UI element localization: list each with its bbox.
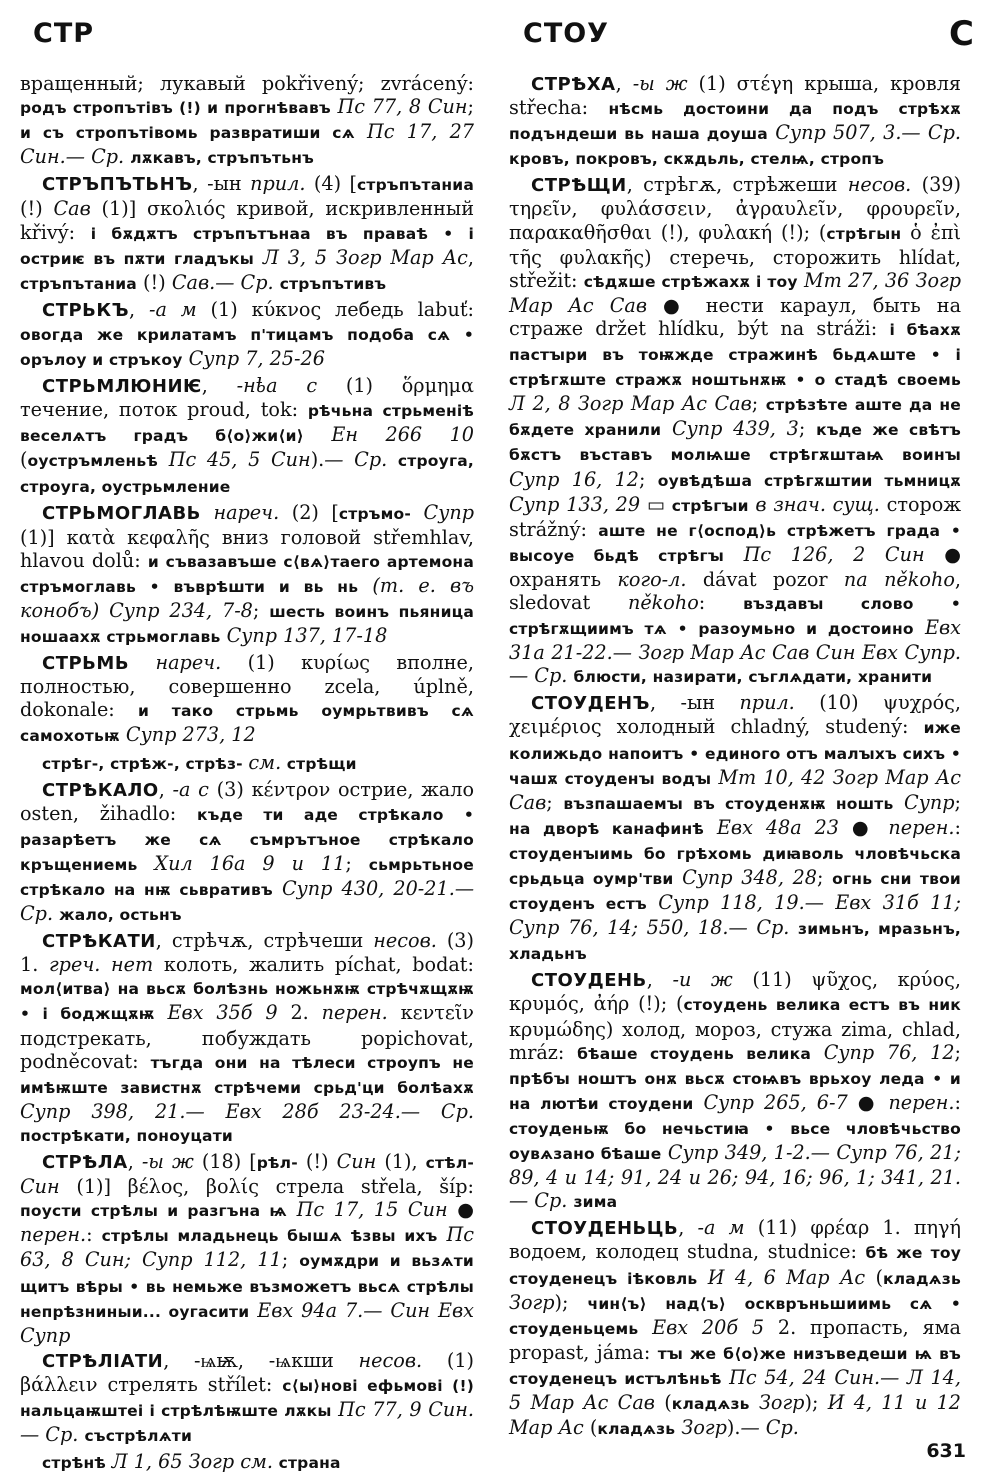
headword: СТРѢЛІАТИ <box>42 1350 164 1372</box>
dictionary-entry <box>20 172 474 295</box>
definition-text: ; <box>281 1248 300 1272</box>
grammar-label: -а с <box>172 777 209 801</box>
headword: СТРѢКАЛО <box>42 779 159 801</box>
dictionary-entry <box>509 173 961 689</box>
definition-text: (11) ψῦχος, κρύος, κρυμός, ἀήρ (!); ( <box>509 968 961 1016</box>
source-reference: Пс 63, 8 Син; Супр 112, 11 <box>20 1223 474 1272</box>
source-reference: Супр 398, 21. <box>20 1099 186 1123</box>
definition-text: , <box>646 968 673 992</box>
definition-text: κεντεῖν подстрекать, побуждать popichovat, podněcovat: <box>20 1001 474 1073</box>
grammar-label: см. <box>234 1450 273 1474</box>
source-reference: Мт 10, 42 Зогр Мар Ас Сав <box>509 765 962 814</box>
citation-text: сѣдѫше стрѣжахѫ і тоу <box>583 272 798 291</box>
definition-text: (2) [ <box>279 500 339 524</box>
source-reference: Евх 94а 7. <box>249 1298 364 1322</box>
citation-text: стѣл- <box>425 1154 475 1173</box>
citation-text: бѣ же тоу стоуденецъ іѣковль <box>509 1244 961 1288</box>
headword: СТРѢЛА <box>42 1152 128 1174</box>
citation-text: строуга, строуга, оустрьмление <box>20 452 474 496</box>
definition-text: , sledovat <box>509 567 961 614</box>
definition-text: (3) 1. <box>20 929 474 977</box>
headword: СТРѢКАТИ <box>42 931 156 953</box>
citation-text: на дворѣ канафинѣ <box>509 819 704 838</box>
citation-text: стрѣщи <box>281 754 357 773</box>
citation-text: овогда же крилатамъ п'тицамъ подоба сѧ • орълоу и стръкоу <box>20 325 474 370</box>
definition-text: ● <box>447 1198 475 1222</box>
citation-text: блюсти, назирати, съглѧдати, хранити <box>573 668 933 687</box>
grammar-label: несов. <box>358 1348 423 1372</box>
grammar-label: перен. <box>321 1001 388 1025</box>
definition-text: (1) στέγη крыша, кровля střecha: <box>509 72 961 120</box>
definition-text: (!) <box>136 270 172 294</box>
citation-text: рѣл- <box>256 1154 298 1173</box>
citation-text: стръпътивъ <box>279 274 387 293</box>
headword: СТРЬМЛЮНИѤ <box>42 376 202 398</box>
dictionary-entry <box>20 778 474 928</box>
citation-text: рѣчьна стрьменіѣ веселѧтъ градъ б⟨о⟩жи⟨и⟩ <box>20 402 474 446</box>
dictionary-entry <box>20 1450 474 1475</box>
definition-text: (3) κέντρον острие, жало osten, žihadlo: <box>20 777 474 825</box>
citation-text: стоуденꙑимь бо грѣхомь диꙗволь чловѣчьска срьдьца оумр'тви <box>509 844 961 888</box>
citation-text: сьмрьтьное стрѣкало на нѭ сьвративъ <box>20 855 474 899</box>
source-reference: Сав <box>53 197 91 221</box>
definition-text: ; <box>546 790 564 814</box>
dictionary-entry <box>20 651 474 748</box>
grammar-label: -нҍа с <box>236 374 318 398</box>
citation-text: кладѧзь <box>597 1420 676 1439</box>
grammar-label: перен. <box>20 1223 87 1247</box>
definition-text <box>201 501 214 524</box>
citation-text: і бѣахѫ пастꙑри въ тоѭжде стражинѣ бьдѧште • і стрѣгѫште стражѫ ноштьнѫѭ • о стадѣ своемь <box>509 320 961 390</box>
source-reference: — Син Евх Супр <box>20 1298 474 1347</box>
definition-text: (11) φρέαρ 1. πηγή водоем, колодец studna, studnice: <box>509 1216 961 1264</box>
cross-reference: — Ср. <box>215 270 280 294</box>
source-reference: — Евх 28б 23-24. <box>185 1099 401 1123</box>
citation-text: оувѣдѣша стрѣгѫштии тьмницѫ <box>657 471 961 490</box>
definition-text: , <box>129 297 149 321</box>
dictionary-entry <box>20 1349 474 1448</box>
dictionary-entry <box>509 968 961 1214</box>
citation-text: оумѫдри и вьзѧти щитъ вѣры • вь немьже възможетъ вьсѧ стрѣлы непрѣзниныи... оугасити <box>20 1252 474 1321</box>
grammar-label: нареч. <box>213 500 280 524</box>
definition-text: , стрѣгѫ, стрѣжеши <box>626 173 848 197</box>
citation-text: стрѣгꙑи <box>671 496 749 515</box>
cross-reference: — Ср. <box>509 664 574 688</box>
source-reference: Пс 77, 9 Син. <box>331 1397 475 1421</box>
citation-text: жало, остьнъ <box>59 906 182 925</box>
grammar-label: někoho <box>627 590 699 614</box>
grammar-label: перен. <box>888 815 955 839</box>
definition-text: (1), <box>376 1150 426 1174</box>
source-reference: — Супр 76, 21; 89, 4 и 14; 91, 24 и 26; 94, 16; 96, 1; 341, 21. <box>509 1141 961 1190</box>
source-reference: Супр 118, 19. <box>646 891 805 915</box>
definition-text: 2. пропасть, яма propast, jáma: <box>509 1315 961 1364</box>
grammar-label: -ы ж <box>141 1150 194 1174</box>
dictionary-entry <box>20 298 474 372</box>
definition-text: (1) ὅρμημα течение, поток proud, tok: <box>20 374 474 422</box>
definition-text: (1)] βέλος, βολίς стрела střela, šíp: <box>59 1175 474 1199</box>
definition-text: (1) κυρίως вполне, полностью, совершенно zcela, úplně, dokonale: <box>20 651 475 722</box>
grammar-label: na někoho <box>843 567 955 591</box>
source-reference: И 4, 11 и 12 Мар Ас <box>509 1390 961 1440</box>
grammar-label: -и ж <box>672 968 733 992</box>
dictionary-entry <box>20 929 474 1148</box>
grammar-label: прил. <box>739 691 795 715</box>
cross-reference: — Ср. <box>324 448 398 472</box>
source-reference: Супр 133, 29 <box>509 492 641 516</box>
definition-text: колоть, жалить píchat, bodat: <box>153 953 474 977</box>
citation-text: стоуденьѭ бо нечьстиꙗ • вьсе чловѣчьство оувѧзано бѣаше <box>509 1119 961 1164</box>
citation-text: пострѣкати, поноуцати <box>20 1126 233 1145</box>
grammar-label: прил. <box>250 172 306 196</box>
source-reference: Супр 137, 17-18 <box>220 624 388 648</box>
right-column <box>509 72 961 1441</box>
definition-text: κρυμώδης) холод, мороз, стужа zima, chlad, mráz: <box>509 1017 961 1064</box>
definition-text: (1)] σκολιός кривой, искривленный křivý: <box>20 197 474 244</box>
citation-text: страна <box>272 1454 341 1473</box>
definition-text: ( <box>654 1390 672 1414</box>
definition-text: ● нести караул, быть на страже držet hlídku, být na stráži: <box>509 293 962 340</box>
citation-text: стръмо- <box>338 504 411 523</box>
source-reference: Пс 17, 15 Син <box>286 1198 448 1222</box>
source-reference: Супр 265, 6-7 <box>693 1090 848 1114</box>
definition-text: ). <box>726 1416 741 1440</box>
dictionary-entry <box>20 1150 474 1347</box>
definition-text: (!) <box>297 1150 337 1174</box>
headword: СТОУДЕНЬЦЬ <box>531 1218 679 1240</box>
section-letter: С <box>949 14 974 54</box>
grammar-label: перен. <box>888 1090 955 1114</box>
source-reference: Пс 17, 27 Син. <box>20 120 474 169</box>
source-reference: Супр 349, 1-2. <box>661 1141 811 1165</box>
definition-text: ); <box>554 1290 588 1314</box>
definition-text: ● <box>847 1090 889 1114</box>
definition-text: : <box>86 1223 102 1247</box>
source-reference: Супр 430, 20-21. <box>272 877 455 900</box>
dictionary-entry <box>20 374 474 498</box>
definition-text: сторож strážný: <box>509 492 962 541</box>
source-reference: И 4, 6 Мар Ас <box>697 1265 866 1289</box>
source-reference: Евх 48а 23 <box>703 815 840 839</box>
citation-text: мол⟨итва⟩ на вьсѫ болѣзнь ножьнѫѭ стрѣчѫщѫѭ • і боджщѫѭ <box>20 980 474 1024</box>
left-column <box>20 72 474 1475</box>
definition-text: ; <box>345 851 369 875</box>
citation-text: нѣсмь достоини да подъ стрѣхѫ подъндеши вь наша доуша <box>509 100 961 144</box>
citation-text: къде ти аде стрѣкало • разарѣетъ же сѧ съмрътъное стрѣкало кръщениемь <box>20 805 474 874</box>
source-reference: Супр 273, 12 <box>119 723 256 747</box>
citation-text: оустръмленьѣ <box>27 452 159 471</box>
source-reference: Мт 27, 36 Зогр Мар Ас Сав <box>509 268 962 317</box>
headword: СТРѢЩИ <box>531 175 627 197</box>
definition-text: , <box>615 72 633 95</box>
cross-reference: — Ср. <box>65 145 131 169</box>
citation-text: тъгда они на тѣлеси строупъ не имѣѭште завистнѫ стрѣчеми срьд'ци болѣахѫ <box>20 1053 474 1097</box>
definition-text: ; <box>817 866 833 889</box>
source-reference: Супр 76, 12 <box>810 1040 955 1064</box>
dictionary-entry <box>509 1216 961 1441</box>
headword: СТРѢХА <box>531 74 616 95</box>
definition-text: ; <box>954 790 961 814</box>
grammar-label: -ы ж <box>632 72 688 95</box>
citation-text: състрѣлѧти <box>84 1427 193 1446</box>
citation-text: огнь сни твои стоуденъ естъ <box>509 870 961 914</box>
citation-text: стрѣлы младьнець бышѧ ѣзвы ихъ <box>101 1227 438 1246</box>
definition-text: (10) ψυχρός, χειμέριος холодный chladný, studený: <box>509 691 961 739</box>
definition-text: (1)] κατὰ κεφαλῆς вниз головой střemhlav, hlavou dolů: <box>20 525 474 572</box>
citation-text: аште не г⟨оспод⟩ь стрѣжетъ града • высоуе бьдѣ стрѣгꙑ <box>509 521 961 565</box>
definition-text: ● охранять <box>509 542 962 591</box>
definition-text: : <box>954 815 961 839</box>
source-reference: Л 2, 8 Зогр Мар Ас Сав <box>509 392 752 416</box>
citation-text: шесть воинъ пьяница ношаахѫ стрьмоглавь <box>20 602 474 647</box>
page-header <box>28 14 978 62</box>
cross-reference: — Ср. <box>509 1189 574 1213</box>
definition-text: , -ѩѭ, -ѩкши <box>163 1348 359 1372</box>
definition-text: : <box>954 1090 961 1114</box>
page-number: 631 <box>926 1440 966 1462</box>
grammar-label: см. <box>248 750 282 774</box>
source-reference: Супр <box>411 500 474 524</box>
source-reference: Супр 234, 7-8 <box>109 598 253 622</box>
citation-text: прѣбꙑ ноштъ онѫ вьсѫ стоѩвъ врьхоу леда • и на лютѣи стоудени <box>509 1069 961 1113</box>
source-reference: — Евх 31б 11; Супр 76, 14; 550, 18. <box>509 891 961 940</box>
definition-text: , стрѣчѫ, стрѣчеши <box>155 929 374 953</box>
citation-text: с⟨ы⟩нові ефьмові (!) нальцаѭштеі і стрѣлѣѭште лѫкы <box>20 1376 474 1420</box>
citation-text: і бѫдѫтъ стръпътънаа въ праваѣ • і остриѥ въ пѫти гладъкы <box>20 224 475 268</box>
grammar-label: в знач. сущ. <box>748 492 880 516</box>
source-reference: Зогр <box>675 1416 727 1440</box>
definition-text: ; <box>252 598 270 622</box>
definition-text: (39) τηρεῖν, φυλάσσειν, ἀγραυλεῖν, φρουρεῖν, παρακαθῆσθαι (!), φυλακή (!); ( <box>509 173 961 244</box>
definition-text: ). <box>310 448 325 472</box>
headword: СТРЬМОГЛАВЬ <box>42 502 201 524</box>
definition-text <box>129 651 155 674</box>
definition-text: (18) [ <box>193 1150 257 1174</box>
definition-text: ; <box>467 95 474 119</box>
citation-text: възпашаемꙑ въ стоуденѫѭ ношть <box>563 794 894 813</box>
grammar-label: нареч. <box>155 651 222 675</box>
source-reference: Пс 45, 5 Син <box>158 448 311 472</box>
source-reference: Л 1, 65 Зогр <box>111 1450 235 1474</box>
source-reference: Зогр <box>509 1290 555 1314</box>
citation-text: и съ стропътівомь развратиши сѧ <box>20 124 355 143</box>
running-head-center: СТОУ <box>523 18 610 49</box>
citation-text: стрѣг-, стрѣж-, стрѣз- <box>42 754 249 773</box>
citation-text: поусти стрѣлы и разгъна ѩ <box>20 1202 287 1221</box>
dictionary-entry <box>509 691 961 966</box>
definition-text: ); <box>804 1390 828 1414</box>
grammar-label: -а м <box>697 1216 745 1240</box>
cross-reference: — Ср. <box>20 1423 85 1447</box>
grammar-label: греч. нет <box>48 953 154 977</box>
source-reference: Супр <box>893 790 955 814</box>
cross-reference: — Ср. <box>400 1099 474 1123</box>
grammar-label: несов. <box>847 173 912 197</box>
definition-text: ( <box>20 448 28 472</box>
grammar-label: (т. е. въ конобъ) <box>20 573 474 622</box>
citation-text: стрѣнѣ <box>42 1454 112 1473</box>
citation-text: стръпътаниа <box>357 176 474 195</box>
dictionary-entry <box>20 501 474 650</box>
entry-continuation <box>20 72 474 170</box>
source-reference: — Зогр Мар Ас Сав Син Евх Супр. <box>612 641 961 665</box>
citation-text: иже колижьдо напоитъ • единого отъ малꙑхъ сихъ • чашѫ стоуденꙑ водꙑ <box>509 719 961 788</box>
definition-text: (4) [ <box>305 172 358 196</box>
definition-text: , <box>467 245 474 269</box>
citation-text: зимьнъ, мразьнъ, хладьнъ <box>509 920 962 964</box>
grammar-label: кого-л. <box>617 567 687 591</box>
source-reference: Пс 54, 24 Син. <box>721 1365 881 1389</box>
headword: СТОУДЕНЪ <box>531 693 650 715</box>
definition-text: вращенный; лукавый pokřivený; zvrácený: <box>20 72 474 95</box>
source-reference: Зогр <box>749 1390 805 1414</box>
citation-text: и тако стрьмь оумрьтвивъ сѧ самохотьѭ <box>20 702 474 746</box>
definition-text: (!) <box>20 197 54 221</box>
dictionary-entry <box>20 751 474 776</box>
citation-text: лѫкавъ, стръпътьнъ <box>130 149 314 168</box>
source-reference: Син <box>336 1150 377 1174</box>
source-reference: Евх 31а 21-22. <box>509 616 961 665</box>
source-reference: — Л 14, 5 Мар Ас Сав <box>509 1365 961 1414</box>
citation-text: и съвазавъше с⟨вѧ⟩таего артемона стръмоглавь • въврѣшти и вь нь <box>20 552 474 596</box>
definition-text: ▭ <box>640 492 672 516</box>
source-reference: Супр 16, 12 <box>509 467 640 491</box>
citation-text: родъ стропътівъ (!) и прогнѣвавъ <box>20 99 331 118</box>
citation-text: тꙑ же б⟨о⟩же низъведеши ѩ въ стоуденецъ истълѣньѣ <box>509 1344 961 1388</box>
definition-text: ; <box>751 392 766 416</box>
source-reference: Л 3, 5 Зогр Мар Ас <box>253 245 468 269</box>
citation-text: стрѣгын <box>826 224 902 243</box>
citation-text: кровъ, покровъ, скѫдьль, стелѩ, стропъ <box>509 150 885 169</box>
definition-text: (1) βάλλειν стрелять střílet: <box>20 1348 475 1396</box>
definition-text: ( <box>865 1265 884 1289</box>
definition-text: , <box>127 1150 142 1174</box>
citation-text: кладѧзь <box>671 1394 750 1413</box>
definition-text: , <box>678 1216 698 1240</box>
citation-text: кладѧзь <box>883 1269 961 1288</box>
headword: СТРЪПЪТЬНЪ <box>42 174 193 196</box>
citation-text: чин⟨ъ⟩ над⟨ъ⟩ осквръньшиимь сѧ • стоуденьцемь <box>509 1294 961 1338</box>
definition-text: ( <box>583 1416 598 1440</box>
running-head-left: СТР <box>33 18 95 49</box>
source-reference: Супр 507, 3. <box>767 121 902 145</box>
cross-reference: — Ср. <box>901 121 961 145</box>
definition-text: ● <box>839 815 889 839</box>
citation-text: въздавꙑ слово • стрѣгѫщиимъ тѧ • разоумьно и достоино <box>509 594 961 639</box>
headword: СТОУДЕНЬ <box>531 970 647 992</box>
definition-text: ; <box>639 467 658 491</box>
headword: СТРЬМЬ <box>42 653 130 675</box>
source-reference: Супр 348, 28 <box>673 866 818 889</box>
dictionary-entry <box>509 72 961 171</box>
citation-text: стоудень велика естъ въ ник <box>683 996 962 1015</box>
definition-text: ; <box>954 1040 961 1064</box>
definition-text: dávat pozor <box>686 567 844 591</box>
definition-text: (1) κύκνος лебедь labuť: <box>196 297 474 321</box>
definition-text: 2. <box>277 1001 322 1025</box>
source-reference: Евх 20б 5 <box>638 1315 765 1339</box>
definition-text: , <box>158 777 173 801</box>
headword: СТРЬКЪ <box>42 299 130 321</box>
source-reference: Хил 16а 9 и 11 <box>137 851 346 875</box>
definition-text: , <box>201 374 237 398</box>
source-reference: Евх 35б 9 <box>154 1001 278 1025</box>
cross-reference: — Ср. <box>728 916 799 940</box>
definition-text: , -ын <box>649 691 740 715</box>
citation-text: къде же свѣтъ бѫстъ въставъ молѩше стрѣгѫштаѩ воинꙑ <box>509 421 961 465</box>
source-reference: Супр 7, 25-26 <box>182 347 325 371</box>
citation-text: стръпътаниа <box>20 274 137 293</box>
source-reference: Пс 77, 8 Син <box>330 95 468 119</box>
definition-text: ὁ ἐπὶ τῆς φυλακῆς) стеречь, сторожить hlídat, střežit: <box>509 220 961 292</box>
source-reference: Сав. <box>171 270 216 294</box>
citation-text: стрѣзѣте аште да не бѫдете хранили <box>509 396 961 440</box>
definition-text: : <box>698 590 744 614</box>
citation-text: бѣаше стоудень велика <box>577 1044 811 1063</box>
grammar-label: несов. <box>373 929 437 953</box>
definition-text: , -ын <box>192 172 251 196</box>
source-reference: Ен 266 10 <box>303 423 474 447</box>
cross-reference: — Ср. <box>740 1416 799 1440</box>
grammar-label: -а м <box>149 297 197 321</box>
definition-text: ; <box>798 417 817 441</box>
source-reference: Пс 126, 2 Син <box>723 542 925 566</box>
source-reference: Син <box>20 1175 60 1199</box>
source-reference: Супр 439, 3 <box>661 417 799 441</box>
citation-text: зима <box>573 1193 618 1212</box>
cross-reference: — Ср. <box>20 877 474 926</box>
